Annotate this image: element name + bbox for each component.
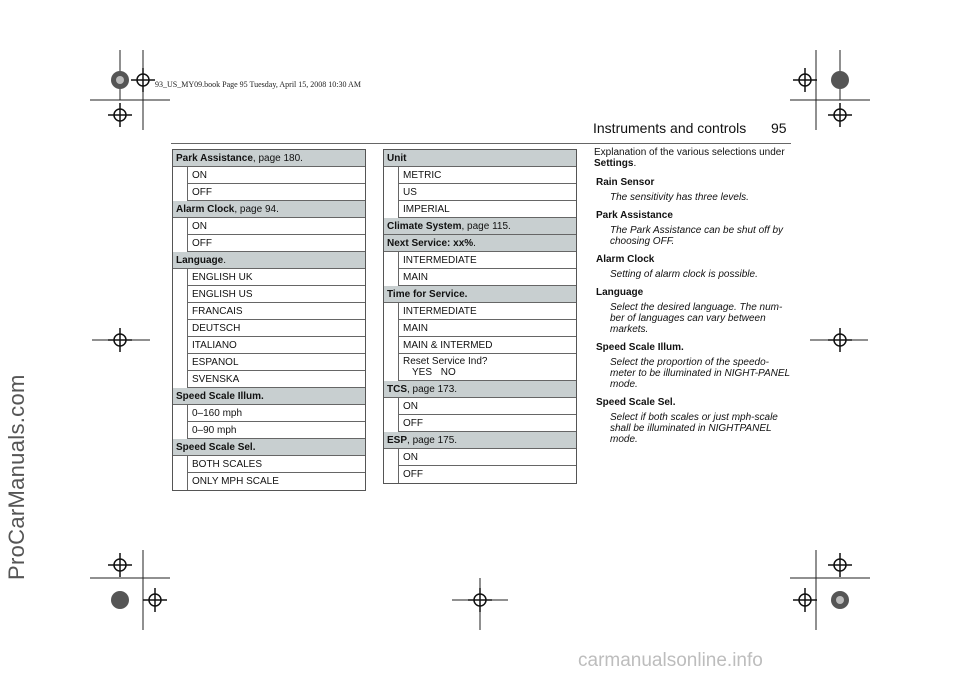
menu-option: ON [187, 167, 365, 184]
menu-option: MAIN [398, 269, 576, 286]
menu-option: 0–90 mph [187, 422, 365, 439]
menu-group-header: Climate System , page 115. [384, 218, 576, 235]
settings-menu-table-left [172, 149, 366, 491]
menu-option: ON [398, 449, 576, 466]
menu-group-header: Next Service: xx% . [384, 235, 576, 252]
menu-group-header: TCS , page 173. [384, 381, 576, 398]
explanation-term: Rain Sensor [596, 177, 655, 188]
menu-option: FRANCAIS [187, 303, 365, 320]
menu-option: INTERMEDIATE [398, 303, 576, 320]
watermark-left: ProCarManuals.com [4, 374, 29, 580]
menu-option: OFF [187, 235, 365, 252]
menu-option: ONLY MPH SCALE [187, 473, 365, 490]
explanation-desc: Setting of alarm clock is possible. [610, 269, 758, 280]
explanation-term: Speed Scale Sel. [596, 397, 676, 408]
menu-option: MAIN & INTERMED [398, 337, 576, 354]
menu-option: METRIC [398, 167, 576, 184]
explanation-desc: Select if both scales or just mph-scale shall be illuminated in NIGHTPANEL mode. [610, 412, 778, 445]
menu-option: SVENSKA [187, 371, 365, 388]
file-stamp: 93_US_MY09.book Page 95 Tuesday, April 15, 2008 10:30 AM [155, 80, 361, 89]
menu-option: OFF [398, 466, 576, 483]
menu-option: OFF [398, 415, 576, 432]
menu-option: ENGLISH US [187, 286, 365, 303]
menu-group-header: Speed Scale Illum. [173, 388, 365, 405]
menu-group-header: ESP , page 175. [384, 432, 576, 449]
explanation-desc: The Park Assistance can be shut off by choosing OFF. [610, 225, 784, 247]
menu-group-header: Alarm Clock , page 94. [173, 201, 365, 218]
reset-service-label: Reset Service Ind? [403, 356, 488, 367]
explanation-term: Alarm Clock [596, 254, 655, 265]
menu-option: INTERMEDIATE [398, 252, 576, 269]
watermark-bottom: carmanualsonline.info [578, 650, 763, 671]
menu-group-header: Speed Scale Sel. [173, 439, 365, 456]
explanation-term: Park Assistance [596, 210, 673, 221]
menu-group-header: Park Assistance , page 180. [173, 150, 365, 167]
explanation-term: Language [596, 287, 644, 298]
menu-option: IMPERIAL [398, 201, 576, 218]
reset-service-choices: YES NO [412, 367, 456, 378]
menu-group-header: Language . [173, 252, 365, 269]
header-divider [171, 143, 791, 144]
settings-explanation [594, 147, 794, 452]
menu-option: DEUTSCH [187, 320, 365, 337]
menu-option: ESPANOL [187, 354, 365, 371]
menu-option: 0–160 mph [187, 405, 365, 422]
menu-option: US [398, 184, 576, 201]
menu-group-header: Time for Service. [384, 286, 576, 303]
explanation-term: Speed Scale Illum. [596, 342, 684, 353]
menu-option: BOTH SCALES [187, 456, 365, 473]
explanation-desc: Select the proportion of the speedo-meter to be illuminated in NIGHT-PANEL mode. [610, 357, 790, 390]
explanation-intro: Explanation of the various selections under Settings. [594, 147, 785, 169]
menu-group-header: Unit [384, 150, 576, 167]
page-number: 95 [771, 120, 787, 136]
menu-option: ON [398, 398, 576, 415]
menu-option: MAIN [398, 320, 576, 337]
menu-option: ITALIANO [187, 337, 365, 354]
menu-option: ON [187, 218, 365, 235]
page-title: Instruments and controls [593, 120, 747, 136]
settings-menu-table-right [383, 149, 577, 484]
explanation-desc: Select the desired language. The num-ber of languages can vary between markets. [610, 302, 783, 335]
explanation-desc: The sensitivity has three levels. [610, 192, 749, 203]
menu-option: OFF [187, 184, 365, 201]
menu-option: ENGLISH UK [187, 269, 365, 286]
reset-service-option [398, 354, 576, 381]
